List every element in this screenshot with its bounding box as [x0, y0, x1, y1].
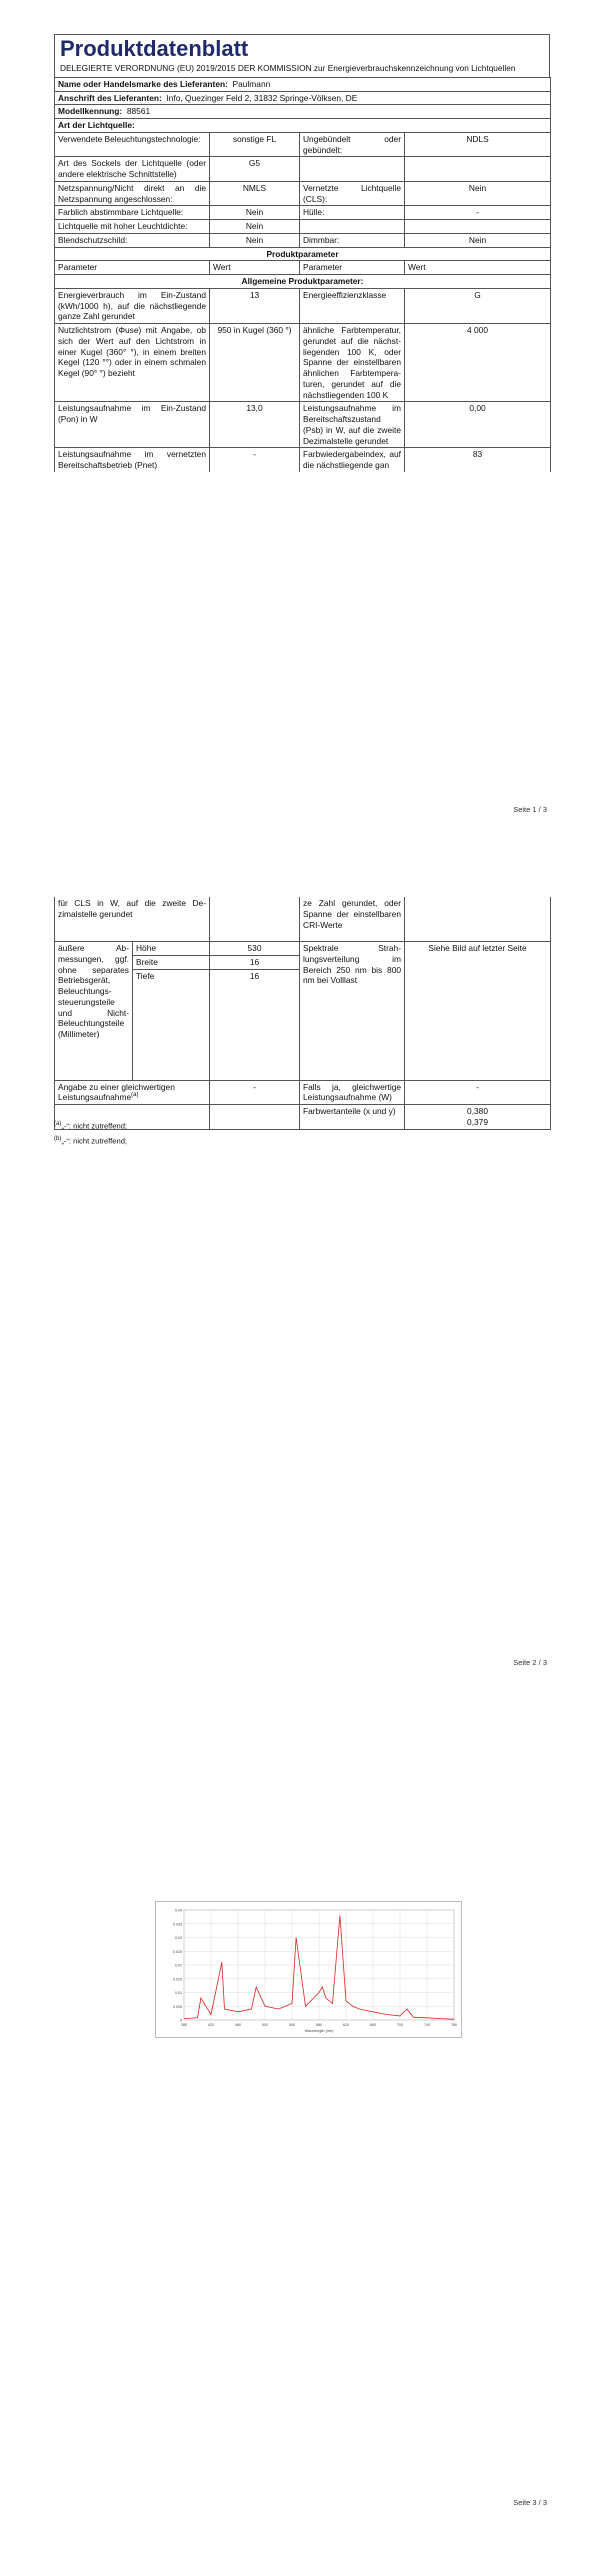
type-label: Ungebündelt oder gebündelt: [300, 132, 405, 157]
param-label: Leistungsaufnahme im Ein-Zustand (Pon) in W [55, 402, 210, 448]
datasheet-table-continued [54, 897, 551, 1130]
param-label: Leistungsaufnahme im vernetzten Bereitschaftsbetrieb (Pnet) [55, 448, 210, 472]
y-tick-label: 0.035 [173, 1922, 182, 1927]
param-label: ze Zahl gerundet, oder Spanne der einstellbaren CRI-Werte [300, 897, 405, 942]
footnote [54, 1136, 127, 1146]
type-value [405, 157, 551, 182]
type-value: Nein [405, 233, 551, 247]
chromaticity-value [405, 1105, 551, 1130]
spectrum-value: Siehe Bild auf letzter Seite [405, 942, 551, 1081]
x-tick-label: 620 [343, 2023, 349, 2027]
type-value: NDLS [405, 132, 551, 157]
y-tick-label: 0 [180, 2018, 182, 2023]
param-label: Leistungsaufnahme im Bereitschaftszustand (Psb) in W, auf die zweite Dezimalstelle gerundet [300, 402, 405, 448]
column-header: Wert [210, 261, 300, 275]
page-number: Seite 3 / 3 [513, 2498, 547, 2507]
param-value-empty [210, 897, 300, 942]
param-value: - [210, 448, 300, 472]
column-header: Parameter [55, 261, 210, 275]
param-value-empty [405, 897, 551, 942]
x-tick-label: 700 [397, 2023, 403, 2027]
param-label: für CLS in W, auf die zweite Dezimalstelle gerundet [55, 897, 210, 942]
address-row [55, 91, 551, 105]
type-value: - [405, 206, 551, 220]
dims-row [55, 942, 551, 956]
param-label: Nutzlichtstrom (Φuse) mit Angabe, ob sich der Wert auf den Lichtstrom in einer Kugel (360° °), in einem breiten Kegel (120 °°) oder in einem schmalen Kegel (90° °) bezieht [55, 324, 210, 402]
chromaticity-row [55, 1105, 551, 1130]
param-value: 4 000 [405, 324, 551, 402]
spectrum-label: Spektrale Strahlungsverteilung im Bereich 250 nm bis 800 nm bei Volllast [300, 942, 405, 1081]
type-value [405, 220, 551, 234]
address-label: Anschrift des Lieferanten: [58, 92, 162, 103]
x-tick-label: 780 [451, 2023, 457, 2027]
dimension-name: Breite [133, 955, 210, 969]
general-header-row [55, 275, 551, 289]
x-tick-label: 420 [208, 2023, 214, 2027]
x-tick-label: 740 [424, 2023, 430, 2027]
dimension-name: Höhe [133, 942, 210, 956]
page-1 [0, 0, 603, 853]
equiv-row [55, 1080, 551, 1105]
y-tick-label: 0.02 [175, 1963, 182, 1968]
equiv-label [55, 1080, 210, 1105]
param-row [55, 324, 551, 402]
type-label [300, 157, 405, 182]
title-box [54, 34, 550, 77]
x-tick-label: 380 [181, 2023, 187, 2027]
type-row [55, 220, 551, 234]
param-row-continued [55, 897, 551, 942]
type-value: Nein [210, 233, 300, 247]
param-label: ähnliche Farbtemperatur, gerundet auf die nächstliegenden 100 K, oder Spanne der einstellbaren ähnlichen Farbtemperaturen, gerundet auf die nächstliegenden 100 K [300, 324, 405, 402]
param-label: Energieverbrauch im Ein-Zustand (kWh/1000 h), auf die nächstliegende ganze Zahl gerundet [55, 288, 210, 323]
type-label: Netzspannung/Nicht direkt an die Netzspannung angeschlossen: [55, 181, 210, 206]
type-label [300, 220, 405, 234]
type-label: Hülle: [300, 206, 405, 220]
x-tick-label: 580 [316, 2023, 322, 2027]
model-label: Modellkennung: [58, 106, 123, 117]
x-tick-label: 540 [289, 2023, 295, 2027]
supplier-row [55, 77, 551, 91]
type-label: Farblich abstimmbare Lichtquelle: [55, 206, 210, 220]
type-label: Lichtquelle mit hoher Leuchtdichte: [55, 220, 210, 234]
x-axis-label: Wavelength (nm) [304, 2029, 334, 2033]
equiv-power-label: Falls ja, gleichwertige Leistungsaufnahme (W) [300, 1080, 405, 1105]
dimension-value: 16 [210, 969, 300, 1080]
type-value: NMLS [210, 181, 300, 206]
x-tick-label: 460 [235, 2023, 241, 2027]
page-2 [0, 853, 603, 1706]
column-header-row [55, 261, 551, 275]
param-label: Farbwiedergabeindex, auf die nächstliegende gan [300, 448, 405, 472]
type-label: Verwendete Beleuchtungstechnologie: [55, 132, 210, 157]
x-tick-label: 500 [262, 2023, 268, 2027]
footnote-text: „-“: nicht zutreffend; [61, 1121, 128, 1131]
type-row [55, 132, 551, 157]
document-subtitle: DELEGIERTE VERORDNUNG (EU) 2019/2015 DER KOMMISSION zur Energieverbrauchskennzeichnung von Lichtquellen [60, 63, 516, 74]
page-number: Seite 1 / 3 [513, 805, 547, 814]
type-label: Vernetzte Lichtquelle (CLS): [300, 181, 405, 206]
param-value: 83 [405, 448, 551, 472]
type-row [55, 233, 551, 247]
dimension-value: 530 [210, 942, 300, 956]
type-row [55, 206, 551, 220]
y-tick-label: 0.03 [175, 1936, 182, 1940]
type-label: Dimmbar: [300, 233, 405, 247]
x-tick-label: 660 [370, 2023, 376, 2027]
dimension-name: Tiefe [133, 969, 210, 1080]
supplier-label: Name oder Handelsmarke des Lieferanten: [58, 78, 228, 89]
dimensions-label: äußere Abmessungen, ggf. ohne separates Betriebsgerät, Beleuchtungssteuerungsteile und Nicht-Beleuchtungsteile (Millimeter) [55, 942, 133, 1081]
y-tick-label: 0.025 [173, 1949, 182, 1954]
spectrum-chart-svg [156, 1902, 461, 2037]
type-row [55, 157, 551, 182]
footnote-marker: (a) [131, 1092, 139, 1099]
type-value: sonstige FL [210, 132, 300, 157]
chromaticity-label: Farbwertanteile (x und y) [300, 1105, 405, 1130]
type-row [55, 181, 551, 206]
empty-cell [210, 1105, 300, 1130]
equiv-power-value: - [405, 1080, 551, 1105]
datasheet-table [54, 77, 551, 472]
param-row [55, 402, 551, 448]
model-value: 88561 [126, 106, 151, 117]
page-3 [0, 1706, 603, 2559]
type-header: Art der Lichtquelle: [55, 119, 551, 133]
dimension-value: 16 [210, 955, 300, 969]
datasheet-page-2 [54, 897, 550, 1130]
param-value: 13,0 [210, 402, 300, 448]
page-number: Seite 2 / 3 [513, 1658, 547, 1667]
param-value: G [405, 288, 551, 323]
params-header: Produktparameter [55, 247, 551, 261]
type-value: Nein [210, 220, 300, 234]
footnotes [54, 1121, 127, 1152]
spectrum-chart [155, 1901, 462, 2038]
footnote-marker: (a) [54, 1121, 62, 1127]
column-header: Parameter [300, 261, 405, 275]
footnote-marker: (b) [54, 1136, 62, 1143]
param-value: 950 in Kugel (360 °) [210, 324, 300, 402]
param-row [55, 448, 551, 472]
type-value: G5 [210, 157, 300, 182]
type-value: Nein [210, 206, 300, 220]
datasheet-page-1 [54, 34, 550, 472]
type-value: Nein [405, 181, 551, 206]
address-value: Info, Quezinger Feld 2, 31832 Springe-Völksen, DE [166, 92, 358, 103]
param-value: 0,00 [405, 402, 551, 448]
model-row [55, 105, 551, 119]
params-header-row [55, 247, 551, 261]
equiv-label-text: Angabe zu einer gleichwertigen Leistungsaufnahme [58, 1081, 175, 1103]
y-tick-label: 0.01 [175, 1991, 182, 1995]
footnote [54, 1121, 127, 1131]
column-header: Wert [405, 261, 551, 275]
type-label: Blendschutzschild: [55, 233, 210, 247]
footnote-text: „-“: nicht zutreffend; [61, 1136, 128, 1146]
chromaticity-x: 0,380 [467, 1106, 488, 1116]
y-tick-label: 0.005 [173, 2004, 182, 2009]
type-label: Art des Sockels der Lichtquelle (oder andere elektrische Schnittstelle) [55, 157, 210, 182]
general-header: Allgemeine Produktparameter: [55, 275, 551, 289]
y-tick-label: 0.04 [175, 1908, 182, 1913]
param-label: Energieeffizienzklasse [300, 288, 405, 323]
equiv-value: - [210, 1080, 300, 1105]
document-title: Produktdatenblatt [60, 36, 249, 61]
type-header-row [55, 119, 551, 133]
param-row [55, 288, 551, 323]
supplier-value: Paulmann [232, 78, 271, 89]
param-value: 13 [210, 288, 300, 323]
chromaticity-y: 0,379 [467, 1116, 488, 1127]
y-tick-label: 0.015 [173, 1977, 182, 1982]
